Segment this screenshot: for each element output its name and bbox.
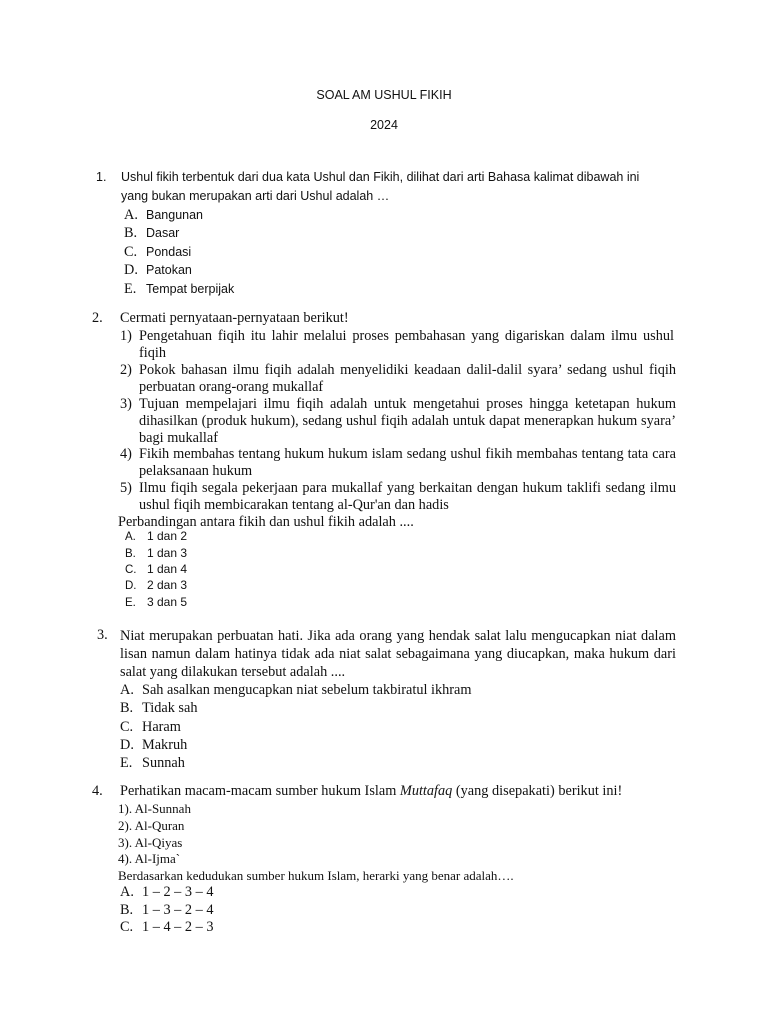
option-letter: C.	[124, 244, 138, 260]
option-letter: C.	[120, 719, 134, 735]
q2-intro: Cermati pernyataan-pernyataan berikut!	[120, 310, 349, 326]
q4-text-after: (yang disepakati) berikut ini!	[452, 783, 623, 799]
option-letter: B.	[120, 700, 134, 716]
q4-source-4: 4). Al-Ijma`	[118, 851, 181, 866]
option-letter: B.	[125, 548, 136, 560]
option-letter: D.	[125, 580, 137, 592]
option-text: Makruh	[142, 737, 188, 753]
option-text: 1 – 4 – 2 – 3	[142, 919, 214, 935]
option-text: 1 dan 4	[147, 562, 188, 576]
document-title: SOAL AM USHUL FIKIH	[316, 88, 452, 102]
q2-statement-4: Fikih membahas tentang hukum hukum islam sedang ushul fikih membahas tentang tata cara pelaksanaan hukum	[139, 446, 676, 479]
option-text: Pondasi	[146, 245, 192, 259]
q4-text	[120, 783, 622, 800]
q1-option-b[interactable]	[124, 225, 179, 242]
q4-option-a[interactable]	[120, 884, 213, 901]
option-letter: A.	[124, 207, 138, 223]
q2-statement-5: Ilmu fiqih segala pekerjaan para mukallaf yang berkaitan dengan hukum taklifi sedang ilmu ushul fiqih membicarakan tentang al-Qur'an dan hadis	[139, 480, 676, 513]
option-letter: E.	[124, 281, 137, 297]
q2-option-a[interactable]	[125, 529, 187, 543]
q3-number: 3.	[97, 627, 108, 643]
q2-statement-1: Pengetahuan fiqih itu lahir melalui proses pembahasan yang digariskan dalam ilmu ushul fiqih	[139, 328, 674, 361]
q1-text-line2: yang bukan merupakan arti dari Ushul adalah …	[121, 189, 390, 203]
option-letter: D.	[124, 262, 138, 278]
option-letter: A.	[120, 884, 134, 900]
option-text: Dasar	[146, 226, 180, 240]
q1-option-c[interactable]	[124, 244, 191, 261]
q1-number: 1.	[96, 170, 107, 184]
option-letter: C.	[120, 919, 134, 935]
q1-option-d[interactable]	[124, 262, 192, 279]
q3-option-e[interactable]	[120, 755, 185, 772]
q2-statement-2-num: 2)	[120, 362, 132, 378]
q2-option-b[interactable]	[125, 546, 187, 560]
option-text: 1 dan 3	[147, 546, 188, 560]
option-letter: E.	[125, 597, 136, 609]
q4-option-b[interactable]	[120, 902, 213, 919]
option-text: Sunnah	[142, 755, 185, 771]
option-letter: A.	[120, 682, 134, 698]
option-letter: E.	[120, 755, 133, 771]
q4-number: 4.	[92, 783, 103, 799]
option-text: Sah asalkan mengucapkan niat sebelum takbiratul ikhram	[142, 682, 472, 698]
q3-option-d[interactable]	[120, 737, 187, 754]
q4-source-2: 2). Al-Quran	[118, 818, 185, 833]
q1-option-e[interactable]	[124, 281, 234, 298]
option-text: Tidak sah	[142, 700, 198, 716]
q4-text-before: Perhatikan macam-macam sumber hukum Islam	[120, 783, 400, 799]
option-letter: D.	[120, 737, 134, 753]
q3-option-a[interactable]	[120, 682, 472, 699]
q4-option-c[interactable]	[120, 919, 213, 936]
option-text: 1 dan 2	[147, 529, 188, 543]
q1-option-a[interactable]	[124, 207, 203, 224]
q3-text: Niat merupakan perbuatan hati. Jika ada orang yang hendak salat lalu mengucapkan niat dalam lisan namun dalam hatinya tidak ada niat salat sebagaimana yang diucapkan, maka hukum dari salat yang dilakukan tersebut adalah ....	[120, 628, 676, 680]
document-year: 2024	[370, 118, 398, 132]
q4-source-1: 1). Al-Sunnah	[118, 801, 191, 816]
option-text: Tempat berpijak	[146, 282, 235, 296]
q4-source-3: 3). Al-Qiyas	[118, 835, 183, 850]
q2-statement-5-num: 5)	[120, 480, 132, 496]
option-letter: B.	[120, 902, 134, 918]
option-text: Patokan	[146, 263, 192, 277]
q2-option-d[interactable]	[125, 578, 187, 592]
q3-option-b[interactable]	[120, 700, 197, 717]
option-letter: B.	[124, 225, 138, 241]
q2-statement-3: Tujuan mempelajari ilmu fiqih adalah untuk mengetahui proses hingga ketetapan hukum dihasilkan (produk hukum), sedang ushul fiqih adalah untuk dapat menerapkan hukum syara’ bagi mukallaf	[139, 396, 676, 446]
q3-option-c[interactable]	[120, 719, 181, 736]
option-text: 1 – 3 – 2 – 4	[142, 902, 214, 918]
option-text: 1 – 2 – 3 – 4	[142, 884, 214, 900]
option-text: Bangunan	[146, 208, 204, 222]
q2-statement-1-num: 1)	[120, 328, 132, 344]
option-text: Haram	[142, 719, 181, 735]
q2-option-c[interactable]	[125, 562, 187, 576]
q4-question: Berdasarkan kedudukan sumber hukum Islam, herarki yang benar adalah….	[118, 868, 514, 883]
option-text: 2 dan 3	[147, 578, 188, 592]
q2-statement-4-num: 4)	[120, 446, 132, 462]
q2-statement-2: Pokok bahasan ilmu fiqih adalah menyelidiki keadaan dalil-dalil syara’ sedang ushul fiqih perbuatan orang-orang mukallaf	[139, 362, 676, 395]
option-letter: C.	[125, 564, 137, 576]
q2-number: 2.	[92, 310, 103, 326]
option-text: 3 dan 5	[147, 595, 188, 609]
q2-statement-3-num: 3)	[120, 396, 132, 412]
q1-text-line1: Ushul fikih terbentuk dari dua kata Ushul dan Fikih, dilihat dari arti Bahasa kalimat dibawah ini	[121, 170, 640, 184]
option-letter: A.	[125, 531, 136, 543]
q4-text-italic: Muttafaq	[399, 783, 453, 799]
q2-question: Perbandingan antara fikih dan ushul fikih adalah ....	[118, 514, 414, 530]
q2-option-e[interactable]	[125, 595, 187, 609]
